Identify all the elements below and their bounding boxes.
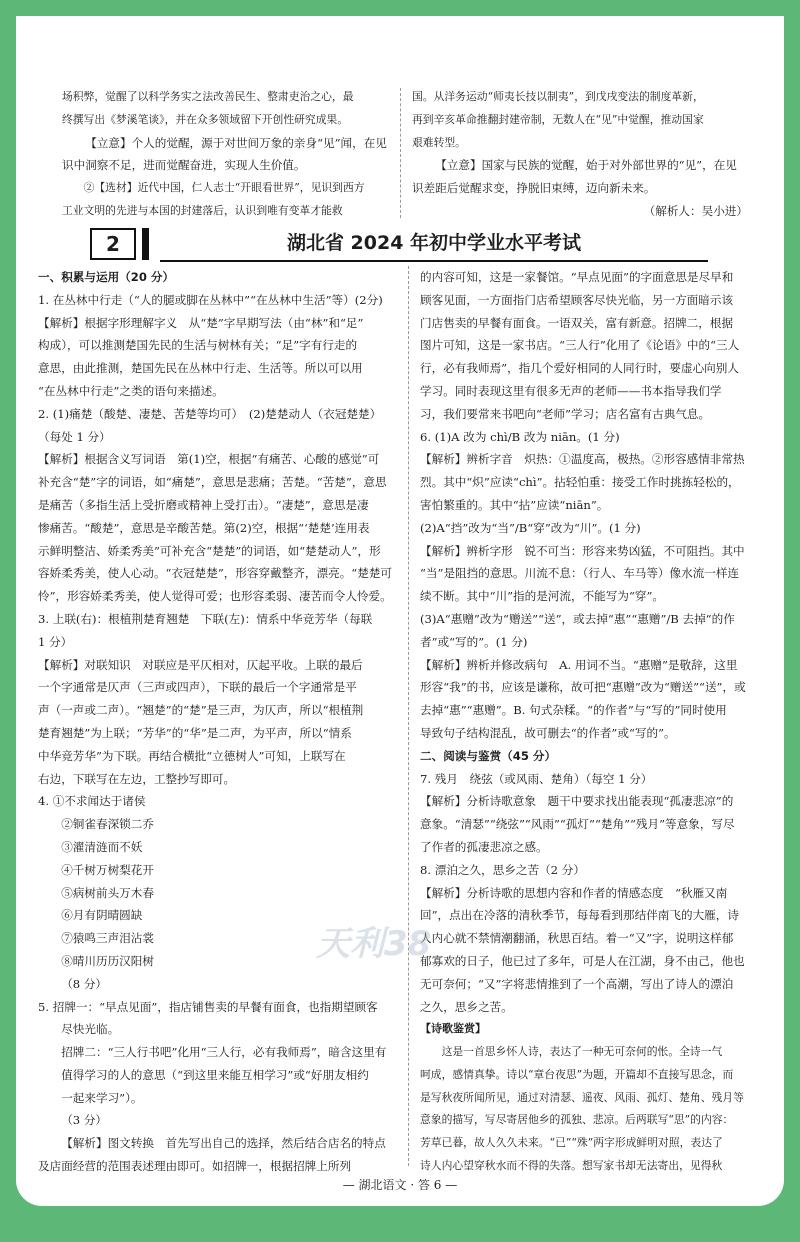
text-line: 害怕繁重的。其中“拈”应读“niān”。 [420, 497, 609, 512]
text-line: 识差距后觉醒求变，挣脱旧束缚，迈向新未来。 [412, 181, 656, 196]
verse-line: ③濯清涟而不妖 [61, 839, 143, 854]
analysis-line: 【解析】根据含义写词语 第(1)空，根据“有痛苦、心酸的感觉”可 [38, 452, 380, 467]
score-line: （3 分） [61, 1113, 108, 1128]
answer-line: (3)A“惠赠”改为“赠送”“送”，或去掉“惠”“惠赠”/B 去掉“的作 [420, 611, 735, 626]
text-line: 右边，下联写在左边，工整抄写即可。 [38, 771, 236, 786]
watermark-logo: 天利38 [316, 924, 432, 964]
text-line: 图片可知，这是一家书店。“三人行”化用了《论语》中的“三人 [420, 338, 740, 353]
author-credit: （解析人：吴小进） [643, 203, 748, 218]
verse-line: ⑥月有阴晴圆缺 [61, 908, 143, 923]
text-line: 中华竞芳华”为下联。再结合横批“立德树人”可知，上联写在 [38, 748, 346, 763]
text-line: 者”或“写的”。(1 分) [420, 634, 528, 649]
section-heading: 一、积累与运用（20 分） [38, 270, 175, 284]
answer-line: 8. 漂泊之久，思乡之苦（2 分） [420, 862, 585, 877]
text-line: 顾客见面，一方面指门店希望顾客尽快光临，另一方面暗示该 [420, 292, 734, 307]
answer-line: (2)A“挡”改为“当”/B“穿”改为“川”。(1 分) [420, 520, 641, 535]
verse-line: ②铜雀春深锁二乔 [61, 817, 154, 832]
text-line: 回”，点出在冷落的清秋季节，每每看到那结伴南飞的大雁，诗 [420, 908, 739, 923]
text-line: 行，必有我师焉”，指几个爱好相同的人同行时，要虚心向别人 [420, 361, 739, 376]
text-line: 这是一首思乡怀人诗，表达了一种无可奈何的怅。全诗一气 [441, 1045, 723, 1059]
text-line: 一个字通常是仄声（三声或四声），下联的最后一个字通常是平 [38, 680, 357, 695]
text-line: 示鲜明整洁、娇柔秀美”可补充含“楚楚”的词语，如“楚楚动人”，形 [38, 543, 381, 558]
text-line: 工业文明的先进与本国的封建落后，认识到唯有变革才能救 [62, 203, 343, 217]
text-line: “当”是阻挡的意思。川流不息：（行人、车马等）像水流一样连 [420, 566, 740, 581]
text-line: ②【选材】近代中国，仁人志士“开眼看世界”，见识到西方 [83, 181, 365, 195]
exam-number: 2 [90, 228, 136, 260]
text-line: 郁寡欢的日子，他已过了多年，可是人在江湖，身不由己，他也 [420, 953, 745, 968]
right-column [420, 266, 760, 1178]
poem-appreciation-heading: 【诗歌鉴赏】 [420, 1022, 486, 1036]
text-line: 形容“我”的书，应该是谦称，故可把“惠赠”改为“赠送”“送”，或 [420, 680, 746, 695]
text-line: 【立意】国家与民族的觉醒，始于对外部世界的“见”，在见 [435, 158, 737, 173]
text-line: 【立意】个人的觉醒，源于对世间万象的亲身“见”闻，在见 [85, 135, 387, 150]
text-line: 值得学习的人的意思（“到这里来能互相学习”或“好朋友相约 [61, 1067, 369, 1082]
text-line: 续不断。其中“川”指的是河流，不能写为“穿”。 [420, 589, 664, 604]
text-line: 意象的描写，写尽寄居他乡的孤独、悲凉。后两联写“思”的内容： [420, 1113, 734, 1127]
text-line: 导致句子结构混乱，故可删去“的作者”或“写的”。 [420, 725, 676, 740]
text-line: 再到辛亥革命推翻封建帝制，无数人在“见”中觉醒，推动国家 [412, 112, 704, 126]
text-line: （每处 1 分） [38, 429, 111, 444]
text-line: 楚育翘楚”为上联；“芳华”的“华”是二声，为平声，所以“情系 [38, 725, 352, 740]
verse-line: ⑧晴川历历汉阳树 [61, 953, 154, 968]
analysis-line: 【解析】根据字形理解字义 从“楚”字早期写法（由“林”和“足” [38, 315, 364, 330]
page-footer: — 湖北语文 · 答 6 — [342, 1178, 458, 1192]
top-left-column [62, 86, 392, 223]
answer-line: 3. 上联(右)：根植荆楚育翘楚 下联(左)：情系中华竞芳华（每联 [38, 611, 373, 626]
text-line: 1 分） [38, 634, 73, 649]
text-line: 艰难转型。 [412, 135, 466, 149]
text-line: 场积弊，觉醒了以科学务实之法改善民生、整肃吏治之心，最 [62, 90, 354, 103]
score-line: （8 分） [61, 976, 108, 991]
text-line: 无可奈何；“又”字将悲情推到了一个高潮，写出了诗人的漂泊 [420, 976, 734, 991]
text-line: 怜”，形容娇柔秀美，使人觉得可爱；也形容柔弱、凄苦而令人怜爱。 [38, 589, 392, 604]
top-right-column [412, 86, 748, 223]
text-line: 去掉“惠”“惠赠”。B. 句式杂糅。“的作者”与“写的”同时使用 [420, 703, 727, 718]
analysis-line: 【解析】分析诗歌的思想内容和作者的情感态度 “秋雁又南 [420, 885, 728, 900]
answer-line: 7. 残月 绕弦（或风雨、楚角）（每空 1 分） [420, 771, 653, 786]
text-line: 一起来学习”）。 [61, 1090, 143, 1105]
text-line: 呵成，感情真挚。诗以“章台夜思”为题，开篇却不直接写思念，而 [420, 1067, 734, 1081]
analysis-line: 【解析】对联知识 对联应是平仄相对，仄起平收。上联的最后 [38, 657, 363, 672]
text-line: 尽快光临。 [61, 1022, 120, 1037]
answer-line: 5. 招牌一：“早点见面”，指店铺售卖的早餐有面食，也指期望顾客 [38, 999, 378, 1014]
answer-page [16, 16, 784, 1206]
title-rule [160, 260, 708, 262]
answer-line: 6. (1)A 改为 chì/B 改为 niān。(1 分) [420, 429, 620, 444]
left-column [38, 266, 400, 1178]
text-line: 芳草已暮，故人久久未来。“已”“殊”两字形成鲜明对照，表达了 [420, 1136, 723, 1150]
column-divider [400, 88, 401, 218]
text-line: 烈。其中“炽”应读“chì”。拈轻怕重：接受工作时挑拣轻松的， [420, 475, 740, 490]
text-line: 招牌二：“三人行书吧”化用“三人行，必有我师焉”，暗含这里有 [61, 1045, 387, 1060]
answer-line: 4. ①不求闻达于诸侯 [38, 794, 146, 809]
text-line: 识中洞察不足，进而觉醒奋进，实现人生价值。 [62, 158, 306, 173]
text-line: 意思，由此推测，楚国先民在丛林中行走、生活等。所以可以用 [38, 361, 363, 376]
text-line: 的内容可知，这是一家餐馆。“早点见面”的字面意思是尽早和 [420, 270, 734, 284]
text-line: 终撰写出《梦溪笔谈》，并在众多领域留下开创性研究成果。 [62, 112, 349, 126]
header-bar [142, 228, 149, 260]
exam-header [90, 228, 710, 258]
analysis-line: 【解析】辨析字音 炽热：①温度高，极热。②形容感情非常热 [420, 452, 745, 467]
analysis-line: 【解析】图文转换 首先写出自己的选择，然后结合店名的特点 [61, 1136, 386, 1151]
text-line: 诗人内心望穿秋水而不得的失落。想写家书却无法寄出，见得秋 [420, 1159, 723, 1173]
section-heading: 二、阅读与鉴赏（45 分） [420, 748, 557, 763]
text-line: 习，我们要常来书吧向“老师”学习；店名富有古典气息。 [420, 406, 711, 421]
text-line: 声（一声或二声）。“翘楚”的“楚”是三声，为仄声，所以“根植荆 [38, 703, 364, 718]
answer-line: 1. 在丛林中行走（“人的腿或脚在丛林中”“在丛林中生活”等）(2分) [38, 292, 383, 307]
text-line: “在丛林中行走”之类的语句来描述。 [38, 383, 224, 398]
verse-line: ⑤病树前头万木春 [61, 885, 154, 900]
text-line: 意象。“清瑟”“绕弦”“风雨”“孤灯”“楚角”“残月”等意象，写尽 [420, 817, 735, 832]
verse-line: ⑦猿鸣三声泪沾裳 [61, 931, 154, 946]
text-line: 是痛苦（多指生活上受折磨或精神上受打击）。“凄楚”，意思是凄 [38, 497, 369, 512]
text-line: 容娇柔秀美，使人心动。“衣冠楚楚”，形容穿戴整齐，漂亮。“楚楚可 [38, 566, 393, 581]
text-line: 及店面经营的范围表述理由即可。如招牌一，根据招牌上所列 [38, 1159, 352, 1174]
analysis-line: 【解析】辨析并修改病句 A. 用词不当。“惠赠”是敬辞，这里 [420, 657, 738, 672]
text-line: 门店售卖的早餐有面食。一语双关，富有新意。招牌二，根据 [420, 315, 734, 330]
exam-title: 湖北省 2024 年初中学业水平考试 [286, 232, 582, 254]
text-line: 构成），可以推测楚国先民的生活与树林有关；“足”字有行走的 [38, 338, 358, 353]
text-line: 学习。同时表现这里有很多无声的老师——书本指导我们学 [420, 383, 722, 398]
analysis-line: 【解析】辨析字形 锐不可当：形容来势凶猛，不可阻挡。其中 [420, 543, 745, 558]
text-line: 补充含“楚”字的词语，如“痛楚”，意思是悲痛；苦楚。“苦楚”，意思 [38, 475, 387, 490]
text-line: 之久，思乡之苦。 [420, 999, 513, 1014]
text-line: 人内心就不禁情潮翻涌，秋思百结。着一“又”字，说明这样郁 [420, 931, 734, 946]
text-line: 国。从洋务运动“师夷长技以制夷”，到戊戌变法的制度革新， [412, 90, 704, 103]
page-top-margin [16, 16, 784, 74]
verse-line: ④千树万树梨花开 [61, 862, 154, 877]
analysis-line: 【解析】分析诗歌意象 题干中要求找出能表现“孤凄悲凉”的 [420, 794, 734, 809]
answer-line: 2. (1)痛楚（酸楚、凄楚、苦楚等均可） (2)楚楚动人（衣冠楚楚） [38, 406, 382, 421]
column-divider [408, 266, 409, 1166]
text-line: 惨痛苦。“酸楚”，意思是辛酸苦楚。第(2)空，根据“‘楚楚’连用表 [38, 520, 370, 535]
text-line: 是写秋夜所闻所见，通过对清瑟、遥夜、风雨、孤灯、楚角、残月等 [420, 1090, 744, 1104]
text-line: 了作者的孤凄悲凉之感。 [420, 839, 548, 854]
